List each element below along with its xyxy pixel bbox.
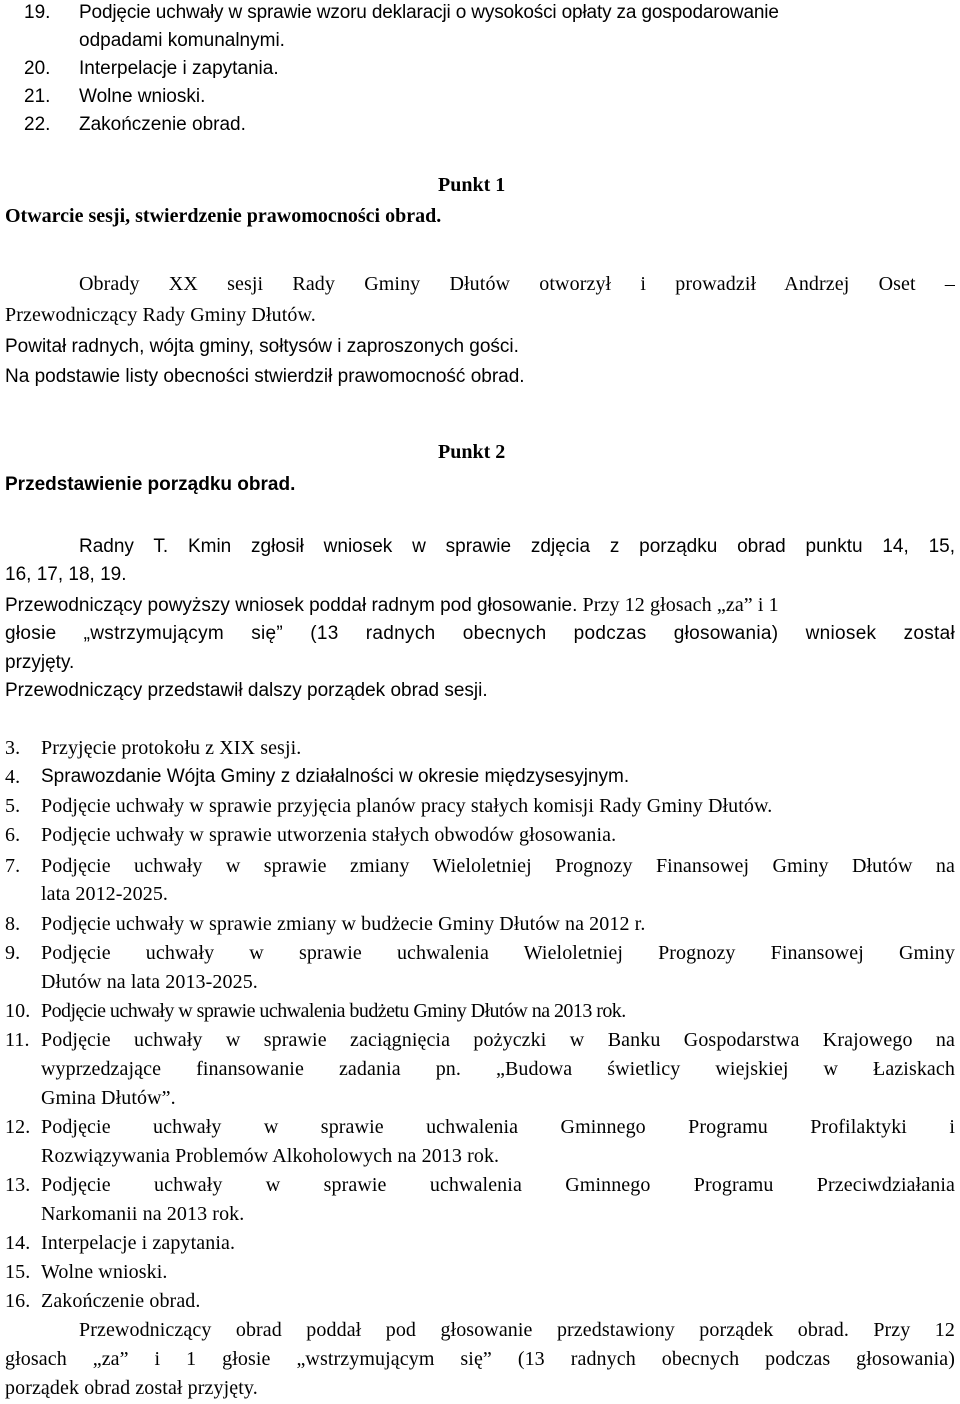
list-item-text: Zakończenie obrad. (41, 1290, 201, 1312)
list-number: 12. (5, 1116, 31, 1138)
list-item-text: Wolne wnioski. (79, 86, 206, 107)
list-number: 15. (5, 1261, 31, 1283)
paragraph-line: Na podstawie listy obecności stwierdził prawomocność obrad. (5, 366, 525, 387)
list-item-text: Wolne wnioski. (41, 1261, 168, 1283)
list-item-text: Podjęcie uchwały w sprawie uchwalenia budżetu Gminy Dłutów na 2013 rok. (41, 1000, 626, 1022)
list-item-text: Interpelacje i zapytania. (41, 1232, 236, 1254)
list-item-text: Podjęcie uchwały w sprawie utworzenia stałych obwodów głosowania. (41, 824, 617, 846)
section-heading-punkt-2: Punkt 2 (438, 441, 506, 463)
list-item-text: Podjęcie uchwały w sprawie przyjęcia planów pracy stałych komisji Rady Gminy Dłutów. (41, 795, 773, 817)
list-item-text: wyprzedzające finansowanie zadania pn. „Budowa świetlicy wiejskiej w Łaziskach (41, 1058, 955, 1080)
list-number: 3. (5, 737, 21, 759)
list-number: 6. (5, 824, 21, 846)
paragraph-line: Radny T. Kmin zgłosił wniosek w sprawie zdjęcia z porządku obrad punktu 14, 15, (79, 536, 955, 557)
list-number: 10. (5, 1000, 31, 1022)
list-item-text: Podjęcie uchwały w sprawie uchwalenia Gminnego Programu Profilaktyki i (41, 1116, 955, 1138)
list-item-text: Podjęcie uchwały w sprawie uchwalenia Wieloletniej Prognozy Finansowej Gminy (41, 942, 955, 964)
list-item-text: Zakończenie obrad. (79, 114, 246, 135)
paragraph-line: Przewodniczący Rady Gminy Dłutów. (5, 304, 316, 326)
list-number: 19. (24, 2, 51, 23)
paragraph-line: 16, 17, 18, 19. (5, 564, 127, 585)
paragraph-line: porządek obrad został przyjęty. (5, 1377, 258, 1399)
paragraph-line: Przewodniczący przedstawił dalszy porządek obrad sesji. (5, 680, 488, 701)
list-item-text: Podjęcie uchwały w sprawie zmiany Wieloletniej Prognozy Finansowej Gminy Dłutów na (41, 855, 955, 877)
list-number: 16. (5, 1290, 31, 1312)
list-number: 5. (5, 795, 21, 817)
list-item-text: Podjęcie uchwały w sprawie wzoru deklaracji o wysokości opłaty za gospodarowanie (79, 2, 779, 23)
list-number: 14. (5, 1232, 31, 1254)
list-item-text: Dłutów na lata 2013-2025. (41, 971, 258, 993)
list-number: 20. (24, 58, 51, 79)
list-number: 7. (5, 855, 21, 877)
paragraph-line: przyjęty. (5, 652, 75, 673)
list-number: 13. (5, 1174, 31, 1196)
list-item-text: Przyjęcie protokołu z XIX sesji. (41, 737, 302, 759)
list-number: 8. (5, 913, 21, 935)
section-subheading-punkt-2: Przedstawienie porządku obrad. (5, 474, 296, 495)
list-item-text: Interpelacje i zapytania. (79, 58, 279, 79)
section-heading-punkt-1: Punkt 1 (438, 174, 506, 196)
list-item-text: Narkomanii na 2013 rok. (41, 1203, 245, 1225)
list-item-text: odpadami komunalnymi. (79, 30, 285, 51)
paragraph-segment: Przy 12 głosach „za” i 1 (577, 594, 779, 616)
paragraph-line: Obrady XX sesji Rady Gminy Dłutów otworzył i prowadził Andrzej Oset – (79, 273, 955, 295)
section-subheading-punkt-1: Otwarcie sesji, stwierdzenie prawomocności obrad. (5, 205, 442, 227)
list-number: 9. (5, 942, 21, 964)
paragraph-line (5, 591, 955, 621)
paragraph-line: Przewodniczący obrad poddał pod głosowanie przedstawiony porządek obrad. Przy 12 (79, 1319, 955, 1341)
list-item-text: Rozwiązywania Problemów Alkoholowych na 2013 rok. (41, 1145, 500, 1167)
paragraph-line: głosach „za” i 1 głosie „wstrzymującym się” (13 radnych obecnych podczas głosowania) (5, 1348, 955, 1370)
paragraph-line: głosie „wstrzymującym się” (13 radnych obecnych podczas głosowania) wniosek został (5, 623, 955, 644)
list-number: 4. (5, 766, 21, 788)
list-item-text: Podjęcie uchwały w sprawie zmiany w budżecie Gminy Dłutów na 2012 r. (41, 913, 646, 935)
paragraph-segment: Przewodniczący powyższy wniosek poddał radnym pod głosowanie. (5, 595, 578, 616)
list-number: 21. (24, 86, 51, 107)
list-item-text: Sprawozdanie Wójta Gminy z działalności w okresie międzysesyjnym. (41, 766, 630, 787)
list-item-text: Gmina Dłutów”. (41, 1087, 176, 1109)
list-item-text: Podjęcie uchwały w sprawie zaciągnięcia pożyczki w Banku Gospodarstwa Krajowego na (41, 1029, 955, 1051)
list-item-text: Podjęcie uchwały w sprawie uchwalenia Gminnego Programu Przeciwdziałania (41, 1174, 955, 1196)
list-item-text: lata 2012-2025. (41, 883, 169, 905)
paragraph-line: Powitał radnych, wójta gminy, sołtysów i zaproszonych gości. (5, 336, 519, 357)
list-number: 22. (24, 114, 51, 135)
list-number: 11. (5, 1029, 30, 1051)
